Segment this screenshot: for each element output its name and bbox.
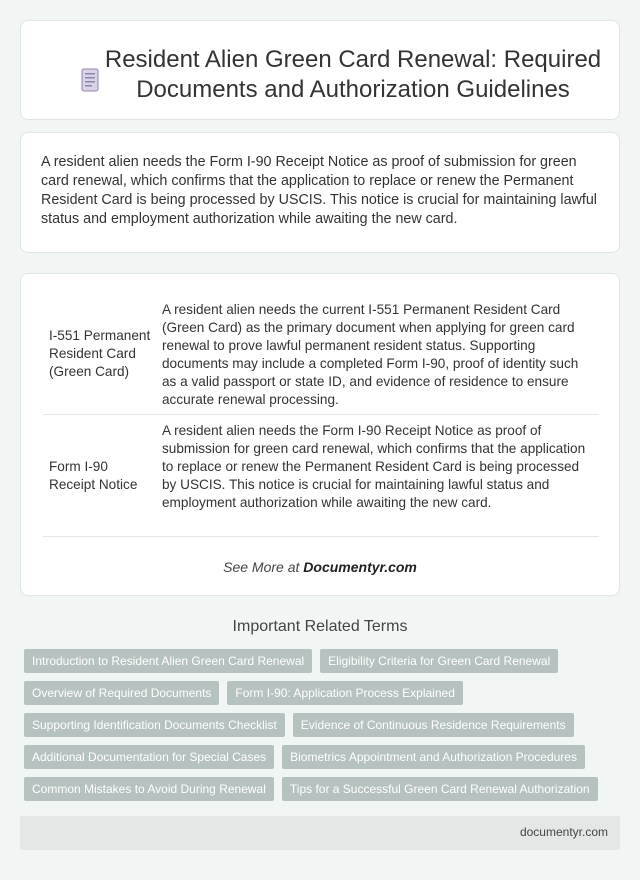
related-terms-list: [24, 649, 616, 809]
footer: [20, 816, 620, 850]
tag-row: [24, 777, 616, 809]
related-term-tag[interactable]: Evidence of Continuous Residence Requirements: [293, 713, 574, 737]
related-term-tag[interactable]: Overview of Required Documents: [24, 681, 219, 705]
table-description: A resident alien needs the current I-551 Permanent Resident Card (Green Card) as the primary document when applying for green card renewal to prove lawful permanent resident status. Supporting documents may include a completed Form I-90, proof of identity such as a valid passport or state ID, and evidence of residence to ensure accurate renewal processing.: [162, 302, 579, 407]
page-title: Resident Alien Green Card Renewal: Required Documents and Authorization Guidelines: [104, 46, 602, 103]
summary-card: [20, 132, 620, 253]
title-card: [20, 20, 620, 120]
related-term-tag[interactable]: Additional Documentation for Special Cases: [24, 745, 274, 769]
see-more-prefix: See More at: [223, 559, 304, 575]
table-description: A resident alien needs the Form I-90 Receipt Notice as proof of submission for green card renewal, which confirms that the application to replace or renew the Permanent Resident Card is being processed by USCIS. This notice is crucial for maintaining lawful status and employment authorization while awaiting the new card.: [162, 423, 586, 510]
documents-table-card: [20, 273, 620, 596]
related-term-tag[interactable]: Biometrics Appointment and Authorization Procedures: [282, 745, 585, 769]
tag-row: [24, 745, 616, 777]
table-row: [43, 415, 599, 537]
footer-site[interactable]: documentyr.com: [519, 825, 608, 839]
tag-row: [24, 681, 616, 713]
related-terms-heading: Important Related Terms: [232, 618, 408, 635]
table-row: [43, 294, 599, 415]
tag-row: [24, 649, 616, 681]
related-term-tag[interactable]: Tips for a Successful Green Card Renewal Authorization: [282, 777, 598, 801]
document-icon: [79, 67, 101, 93]
table-term: I-551 Permanent Resident Card (Green Card): [43, 294, 157, 414]
related-term-tag[interactable]: Supporting Identification Documents Checklist: [24, 713, 285, 737]
see-more-site[interactable]: Documentyr.com: [303, 559, 417, 575]
related-term-tag[interactable]: Form I-90: Application Process Explained: [227, 681, 462, 705]
related-term-tag[interactable]: Introduction to Resident Alien Green Card Renewal: [24, 649, 312, 673]
related-term-tag[interactable]: Eligibility Criteria for Green Card Renewal: [320, 649, 558, 673]
see-more-link[interactable]: [21, 559, 619, 575]
related-term-tag[interactable]: Common Mistakes to Avoid During Renewal: [24, 777, 274, 801]
tag-row: [24, 713, 616, 745]
table-term: Form I-90 Receipt Notice: [43, 415, 157, 536]
summary-text: A resident alien needs the Form I-90 Receipt Notice as proof of submission for green card renewal, which confirms that the application to replace or renew the Permanent Resident Card is being processed by USCIS. This notice is crucial for maintaining lawful status and employment authorization while awaiting the new card.: [41, 154, 597, 227]
